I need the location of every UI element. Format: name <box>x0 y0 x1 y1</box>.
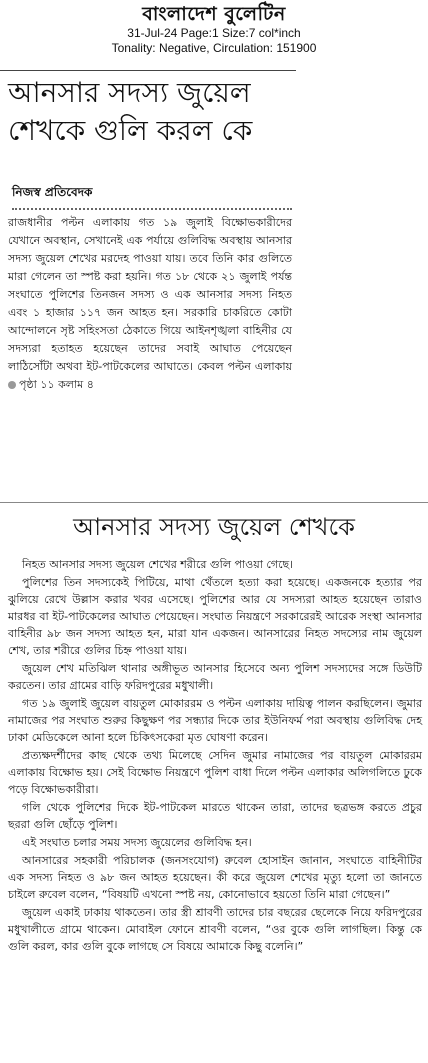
paragraph: এই সংঘাত চলার সময় সদস্য জুয়েলের গুলিবিদ্ধ হন। <box>22 836 252 849</box>
jump-text: পৃষ্ঠা ১১ কলাম ৪ <box>19 378 94 391</box>
section-divider <box>0 502 428 503</box>
front-page-article <box>0 66 296 496</box>
paragraph: নিহত আনসার সদস্য জুয়েল শেখের শরীরে গুলি পাওয়া গেছে। <box>22 558 294 571</box>
bullet-icon <box>8 381 16 389</box>
paragraph: আনসারের সহকারী পরিচালক (জনসংযোগ) রুবেল হোসাইন জানান, সংঘাতে বাহিনীটির এক সদস্য নিহত ও ৯৮ জন আহত হয়েছেন। কী করে জুয়েল শেখের মৃত্যু হলো তা জানতে চাইলে রুবেল বলেন, “বিষয়টি এখনো স্পষ্ট নয়, কোনোভাবে হয়তো তিনি মারা গেছেন।” <box>8 854 422 901</box>
continued-on-jump <box>8 378 94 391</box>
paragraph: গলি থেকে পুলিশের দিকে ইট-পাটকেল মারতে থাকেন তারা, তাদের ছত্রভঙ্গ করতে প্রচুর ছররা গুলি ছোঁড়ে পুলিশ। <box>8 801 422 831</box>
paragraph: পুলিশের তিন সদস্যকেই পিটিয়ে, মাথা থেঁতলে হত্যা করা হয়েছে। একজনকে হত্যার পর ঝুলিয়ে রেখে উল্লাস করার খবর এসেছে। পুলিশের আর যে সদস্যরা আহত হয়েছেন তারাও মারধর বা ইট-পাটকেলের আঘাত পেয়েছেন। সংঘাত নিয়ন্ত্রণে সরকারেরই আরেক সংস্থা আনসার বাহিনীর ৯৮ জন সদস্য আহত হন, মারা যান একজন। আনসারের নিহত সদস্যের নাম জুয়েল শেখ, তার শরীরে গুলির চিহ্ন পাওয়া যায়। <box>8 576 422 657</box>
continuation-body <box>8 556 422 956</box>
byline: নিজস্ব প্রতিবেদক <box>12 184 292 210</box>
paragraph: জুয়েল একাই ঢাকায় থাকতেন। তার স্ত্রী শ্রাবণী তাদের চার বছরের ছেলেকে নিয়ে ফরিদপুরের মধুখালীতে গ্রামে থাকেন। মোবাইল ফোনে শ্রাবণী বলেন, “ওর বুকে গুলি লাগছিল। কিন্তু কে গুলি করল, কার গুলি বুকে লাগছে সে বিষয়ে আমাকে কিছু বলেনি।” <box>8 906 422 953</box>
masthead <box>0 2 428 56</box>
paragraph: গত ১৯ জুলাই জুয়েল বায়তুল মোকাররম ও পল্টন এলাকায় দায়িত্ব পালন করছিলেন। জুমার নামাজের পর সংঘাত শুরুর কিছুক্ষণ পর সন্ধ্যার দিকে তার ইউনিফর্ম পরা অবস্থায় গুলিবিদ্ধ দেহ ঢাকা মেডিকেলে আনা হলে চিকিৎসকেরা মৃত ঘোষণা করেন। <box>8 697 422 744</box>
tonality-circulation: Tonality: Negative, Circulation: 151900 <box>111 41 317 55</box>
paragraph: প্রত্যক্ষদর্শীদের কাছ থেকে তথ্য মিলেছে সেদিন জুমার নামাজের পর বায়তুল মোকাররম এলাকায় বিক্ষোভ হয়। সেই বিক্ষোভ নিয়ন্ত্রণে পুলিশ বাধা দিলে পল্টন এলাকার অলিগলিতে ঢুকে পড়ে বিক্ষোভকারীরা। <box>8 749 422 796</box>
paragraph: জুয়েল শেখ মতিঝিল থানার অঙ্গীভূত আনসার হিসেবে অন্য পুলিশ সদস্যদের সঙ্গে ডিউটি করতেন। তার গ্রামের বাড়ি ফরিদপুরের মধুখালী। <box>8 662 422 692</box>
continuation-headline: আনসার সদস্য জুয়েল শেখকে <box>73 513 355 541</box>
clipping-details: 31-Jul-24 Page:1 Size:7 col*inch <box>127 26 301 40</box>
article-body-text: রাজধানীর পল্টন এলাকায় গত ১৯ জুলাই বিক্ষোভকারীদের যেখানে অবস্থান, সেখানেই এক পর্যায়ে গুলিবিদ্ধ অবস্থায় আনসার সদস্য জুয়েল শেখের মরদেহ পাওয়া যায়। তবে তিনি কার গুলিতে মারা গেলেন তা স্পষ্ট করা হয়নি। গত ১৮ থেকে ২১ জুলাই পর্যন্ত সংঘাতে পুলিশের তিনজন সদস্য ও এক আনসার সদস্য নিহত এবং ১ হাজার ১১৭ জন আহত হন। সরকারি চাকরিতে কোটা আন্দোলনে সৃষ্ট সহিংসতা ঠেকাতে গিয়ে আইনশৃঙ্খলা বাহিনীর যে সদস্যরা হতাহত হয়েছেন তাদের সবাই আঘাত পেয়েছেন লাঠিসোঁটা অথবা ইট-পাটকেলের আঘাতে। কেবল পল্টন এলাকায় <box>8 216 292 373</box>
article-top-rule <box>0 70 296 71</box>
newspaper-name: বাংলাদেশ বুলেটিন <box>142 3 286 25</box>
article-headline: আনসার সদস্য জুয়েল শেখকে গুলি করল কে <box>8 76 253 147</box>
article-body <box>8 214 292 394</box>
